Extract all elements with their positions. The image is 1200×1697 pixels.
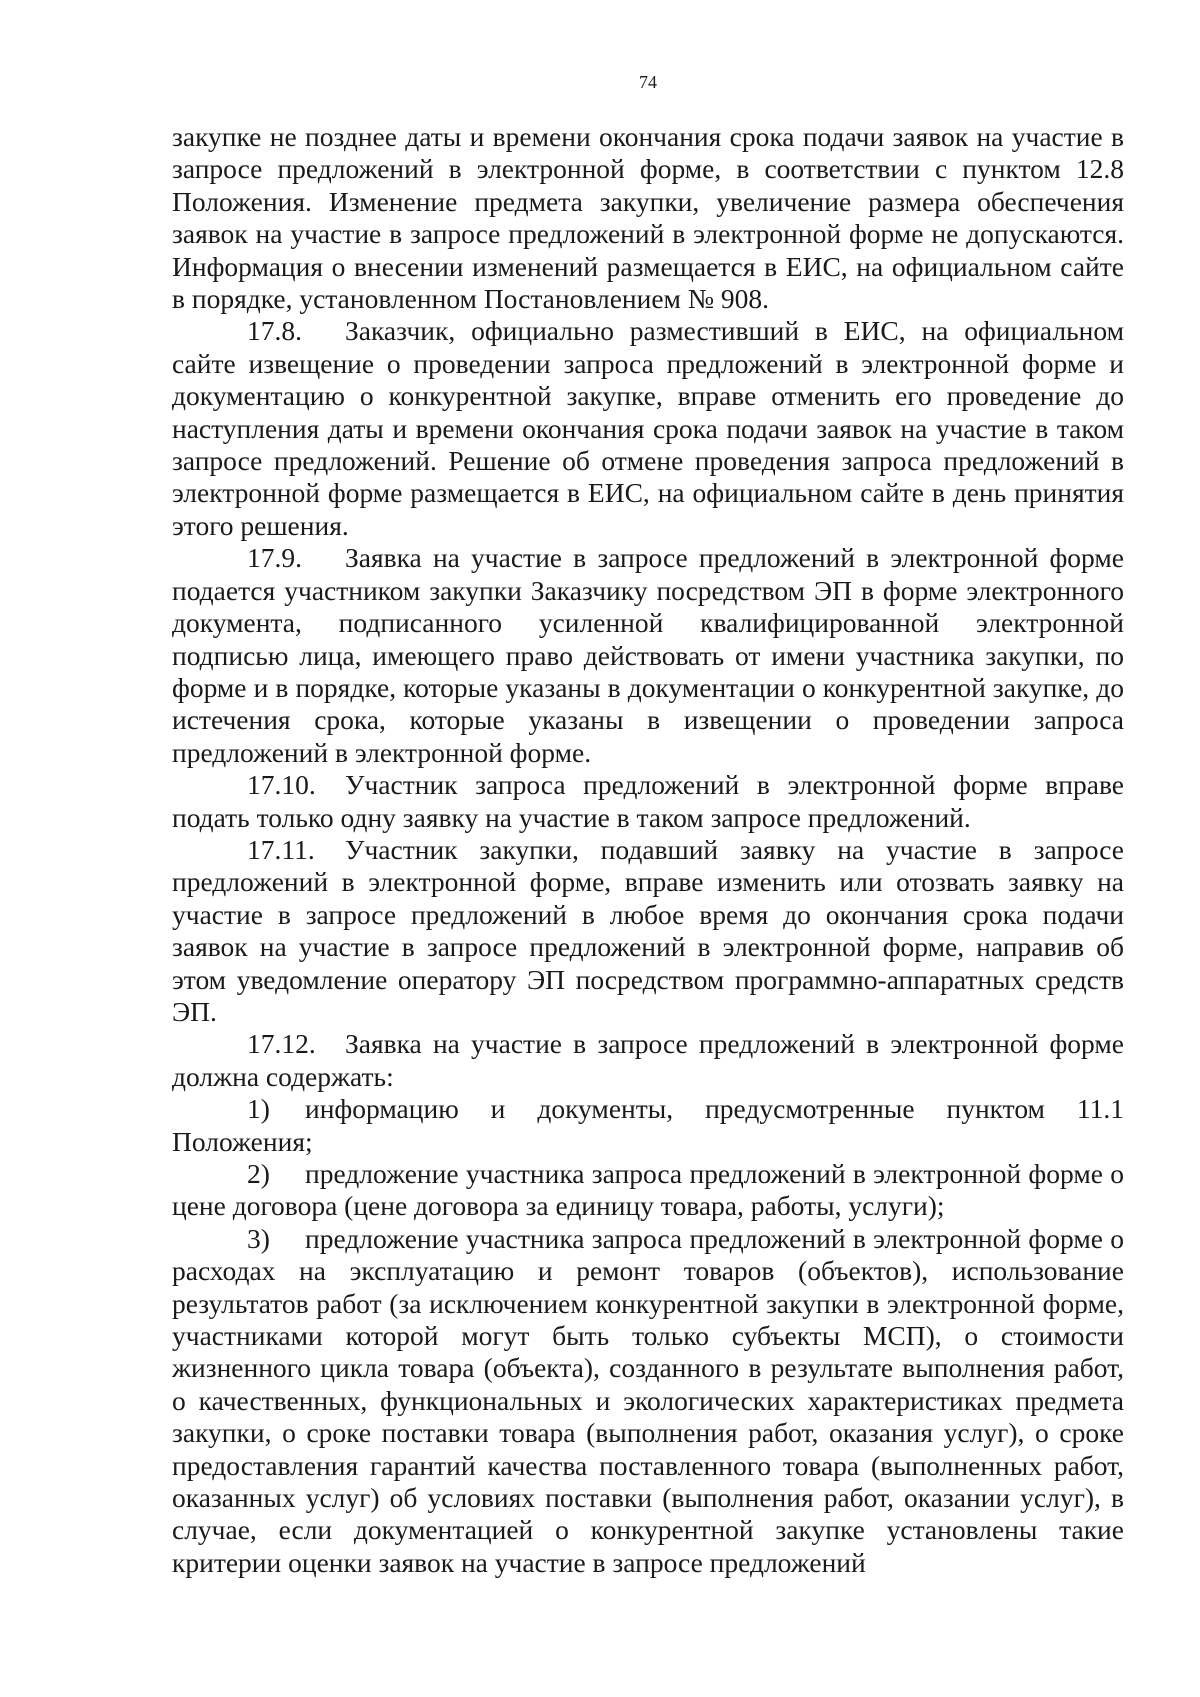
clause-number: 17.8.: [247, 315, 302, 347]
paragraph-text: Заявка на участие в запросе предложений в электронной форме подается участником закупки Заказчику посредством ЭП в форме электронного документа, подписанного усиленной квалифицированной электронной подписью лица, имеющего право действовать от имени участника закупки, по форме и в порядке, которые указаны в документации о конкурентной закупке, до истечения срока, которые указаны в извещении о проведении запроса предложений в электронной форме.: [172, 542, 1124, 768]
clause-number: 17.10.: [247, 769, 316, 801]
paragraph-text: Участник запроса предложений в электронной форме вправе подать только одну заявку на участие в таком запросе предложений.: [172, 769, 1124, 833]
paragraph-text: Заказчик, официально разместивший в ЕИС, на официальном сайте извещение о проведении запроса предложений в электронной форме и документацию о конкурентной закупке, вправе отменить его проведение до наступления даты и времени окончания срока подачи заявок на участие в таком запросе предложений. Решение об отмене проведения запроса предложений в электронной форме размещается в ЕИС, на официальном сайте в день принятия этого решения.: [172, 315, 1124, 541]
list-item-2: [172, 1158, 1124, 1223]
clause-number: 17.9.: [247, 542, 302, 574]
paragraph-continuation: [172, 121, 1124, 315]
document-body: [172, 121, 1124, 1579]
list-item-number: 1): [247, 1093, 270, 1125]
list-item-number: 3): [247, 1222, 270, 1254]
paragraph-17-12: [172, 1028, 1124, 1093]
list-item-number: 2): [247, 1158, 270, 1189]
paragraph-17-8: [172, 315, 1124, 542]
list-item-text: предложение участника запроса предложений в электронной форме о расходах на эксплуатацию и ремонт товаров (объектов), использование результатов работ (за исключением конкурентной закупки в электронной форме, участниками которой могут быть только субъекты МСП), о стоимости жизненного цикла товара (объекта), созданного в результате выполнения работ, о качественных, функциональных и экологических характеристиках предмета закупки, о сроке поставки товара (выполнения работ, оказания услуг), о сроке предоставления гарантий качества поставленного товара (выполненных работ, оказанных услуг) об условиях поставки (выполнения работ, оказании услуг), в случае, если документацией о конкурентной закупке установлены такие критерии оценки заявок на участие в запросе предложений: [172, 1222, 1124, 1578]
list-item-text: предложение участника запроса предложений в электронной форме о цене договора (цене договора за единицу товара, работы, услуги);: [172, 1158, 1124, 1222]
paragraph-17-9: [172, 542, 1124, 769]
paragraph-text: закупке не позднее даты и времени окончания срока подачи заявок на участие в запросе предложений в электронной форме, в соответствии с пунктом 12.8 Положения. Изменение предмета закупки, увеличение размера обеспечения заявок на участие в запросе предложений в электронной форме не допускаются. Информация о внесении изменений размещается в ЕИС, на официальном сайте в порядке, установленном Постановлением № 908.: [172, 121, 1124, 315]
page-number: 74: [639, 72, 657, 92]
paragraph-text: Участник закупки, подавший заявку на участие в запросе предложений в электронной форме, вправе изменить или отозвать заявку на участие в запросе предложений в любое время до окончания срока подачи заявок на участие в запросе предложений в электронной форме, направив об этом уведомление оператору ЭП посредством программно-аппаратных средств ЭП.: [172, 833, 1124, 1027]
clause-number: 17.11.: [247, 833, 315, 865]
paragraph-17-11: [172, 834, 1124, 1028]
clause-number: 17.12.: [247, 1028, 316, 1060]
paragraph-text: Заявка на участие в запросе предложений в электронной форме должна содержать:: [172, 1028, 1124, 1092]
list-item-text: информацию и документы, предусмотренные пунктом 11.1 Положения;: [172, 1093, 1124, 1157]
list-item-1: [172, 1093, 1124, 1158]
list-item-3: [172, 1223, 1124, 1579]
paragraph-17-10: [172, 769, 1124, 834]
